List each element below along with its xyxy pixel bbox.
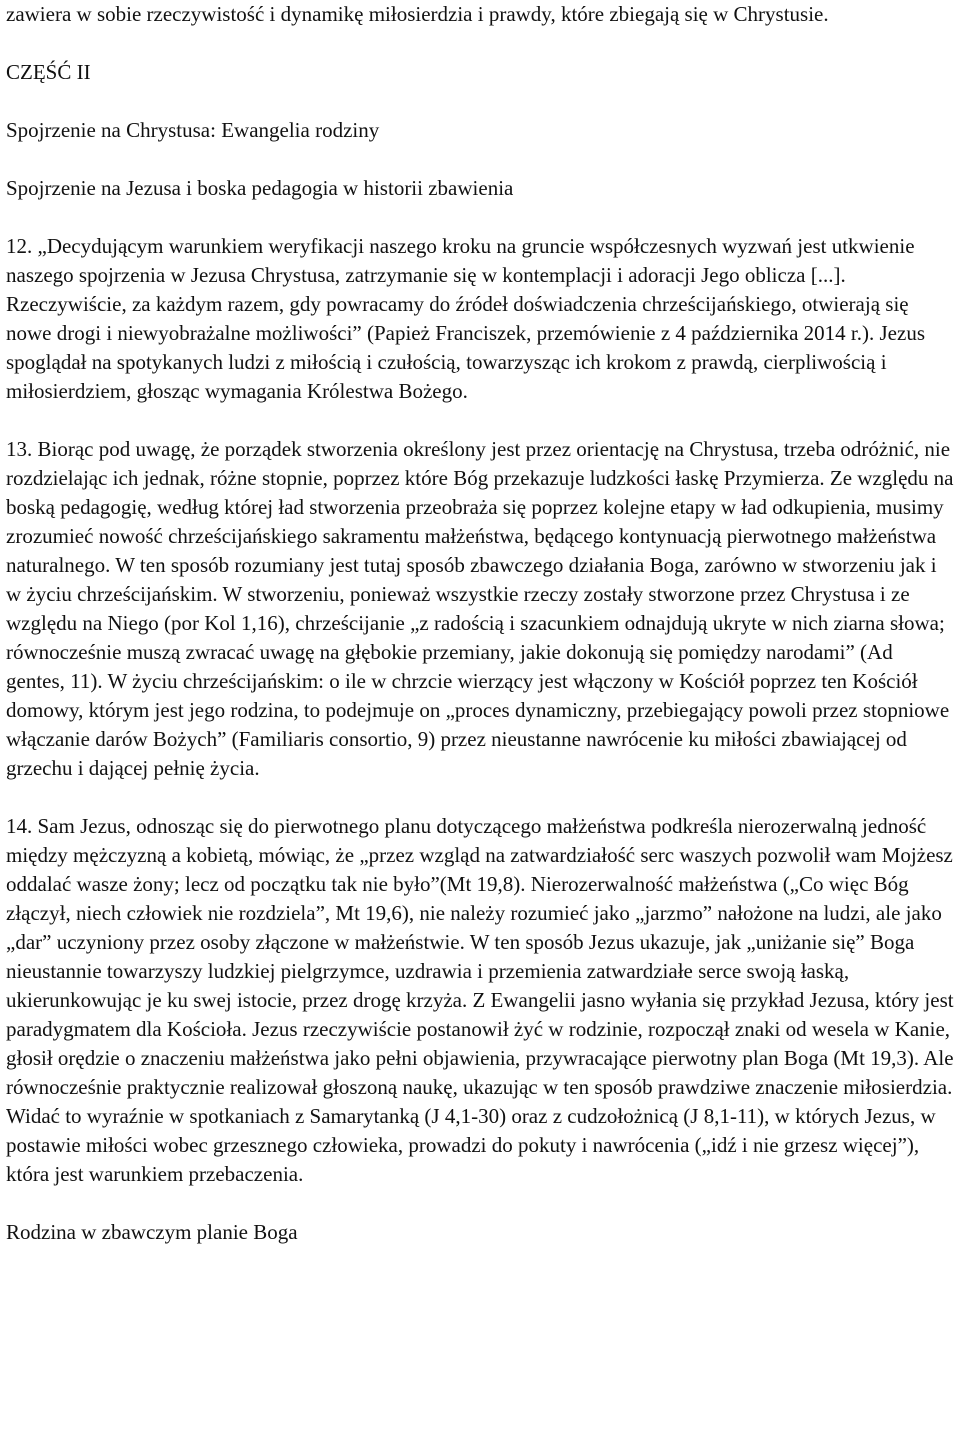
part-title: CZĘŚĆ II — [6, 60, 91, 84]
subsection-title: Spojrzenie na Jezusa i boska pedagogia w historii zbawienia — [6, 176, 514, 200]
section-title: Spojrzenie na Chrystusa: Ewangelia rodziny — [6, 118, 380, 142]
paragraph-13: 13. Biorąc pod uwagę, że porządek stworzenia określony jest przez orientację na Chrystusa, trzeba odróżnić, nie rozdzielając ich jednak, różne stopnie, poprzez które Bóg przekazuje ludzkości łaskę Przymierza. Ze względu na boską pedagogię, według której ład stworzenia przeobraża się poprzez kolejne etapy w ład odkupienia, musimy zrozumieć nowość chrześcijańskiego sakramentu małżeństwa, będącego kontynuacją pierwotnego małżeństwa naturalnego. W ten sposób rozumiany jest tutaj sposób zbawczego działania Boga, zarówno w stworzeniu jak i w życiu chrześcijańskim. W stworzeniu, ponieważ wszystkie rzeczy zostały stworzone przez Chrystusa i ze względu na Niego (por Kol 1,16), chrześcijanie „z radością i szacunkiem odnajdują ukryte w nich ziarna słowa; równocześnie muszą zwracać uwagę na głębokie przemiany, jakie dokonują się pomiędzy narodami” (Ad gentes, 11). W życiu chrześcijańskim: o ile w chrzcie wierzący jest włączony w Kościół poprzez ten Kościół domowy, którym jest jego rodzina, to podejmuje on „proces dynamiczny, przebiegający powoli przez stopniowe włączanie darów Bożych” (Familiaris consortio, 9) przez nieustanne nawrócenie ku miłości zbawiającej od grzechu i dającej pełnię życia. — [6, 437, 954, 780]
closing-heading: Rodzina w zbawczym planie Boga — [6, 1220, 298, 1244]
intro-paragraph: zawiera w sobie rzeczywistość i dynamikę miłosierdzia i prawdy, które zbiegają się w Chrystusie. — [6, 2, 829, 26]
paragraph-14: 14. Sam Jezus, odnosząc się do pierwotnego planu dotyczącego małżeństwa podkreśla nierozerwalną jedność między mężczyzną a kobietą, mówiąc, że „przez wzgląd na zatwardziałość serc waszych pozwolił wam Mojżesz oddalać wasze żony; lecz od początku tak nie było”(Mt 19,8). Nierozerwalność małżeństwa („Co więc Bóg złączył, niech człowiek nie rozdziela”, Mt 19,6), nie należy rozumieć jako „jarzmo” nałożone na ludzi, ale jako „dar” uczyniony przez osoby złączone w małżeństwie. W ten sposób Jezus ukazuje, jak „uniżanie się” Boga nieustannie towarzyszy ludzkiej pielgrzymce, uzdrawia i przemienia zatwardziałe serce swoją łaską, ukierunkowując je ku swej istocie, przez drogę krzyża. Z Ewangelii jasno wyłania się przykład Jezusa, który jest paradygmatem dla Kościoła. Jezus rzeczywiście postanowił żyć w rodzinie, rozpoczął znaki od wesela w Kanie, głosił orędzie o znaczeniu małżeństwa jako pełni objawienia, przywracające pierwotny plan Boga (Mt 19,3). Ale równocześnie praktycznie realizował głoszoną naukę, ukazując w ten sposób prawdziwe znaczenie miłosierdzia. Widać to wyraźnie w spotkaniach z Samarytanką (J 4,1-30) oraz z cudzołożnicą (J 8,1-11), w których Jezus, w postawie miłości wobec grzesznego człowieka, prowadzi do pokuty i nawrócenia („idź i nie grzesz więcej”), która jest warunkiem przebaczenia. — [6, 814, 954, 1186]
paragraph-12: 12. „Decydującym warunkiem weryfikacji naszego kroku na gruncie współczesnych wyzwań jest utkwienie naszego spojrzenia w Jezusa Chrystusa, zatrzymanie się w kontemplacji i adoracji Jego oblicza [...]. Rzeczywiście, za każdym razem, gdy powracamy do źródeł doświadczenia chrześcijańskiego, otwierają się nowe drogi i niewyobrażalne możliwości” (Papież Franciszek, przemówienie z 4 października 2014 r.). Jezus spoglądał na spotykanych ludzi z miłością i czułością, towarzysząc ich krokom z prawdą, cierpliwością i miłosierdziem, głosząc wymagania Królestwa Bożego. — [6, 234, 925, 403]
